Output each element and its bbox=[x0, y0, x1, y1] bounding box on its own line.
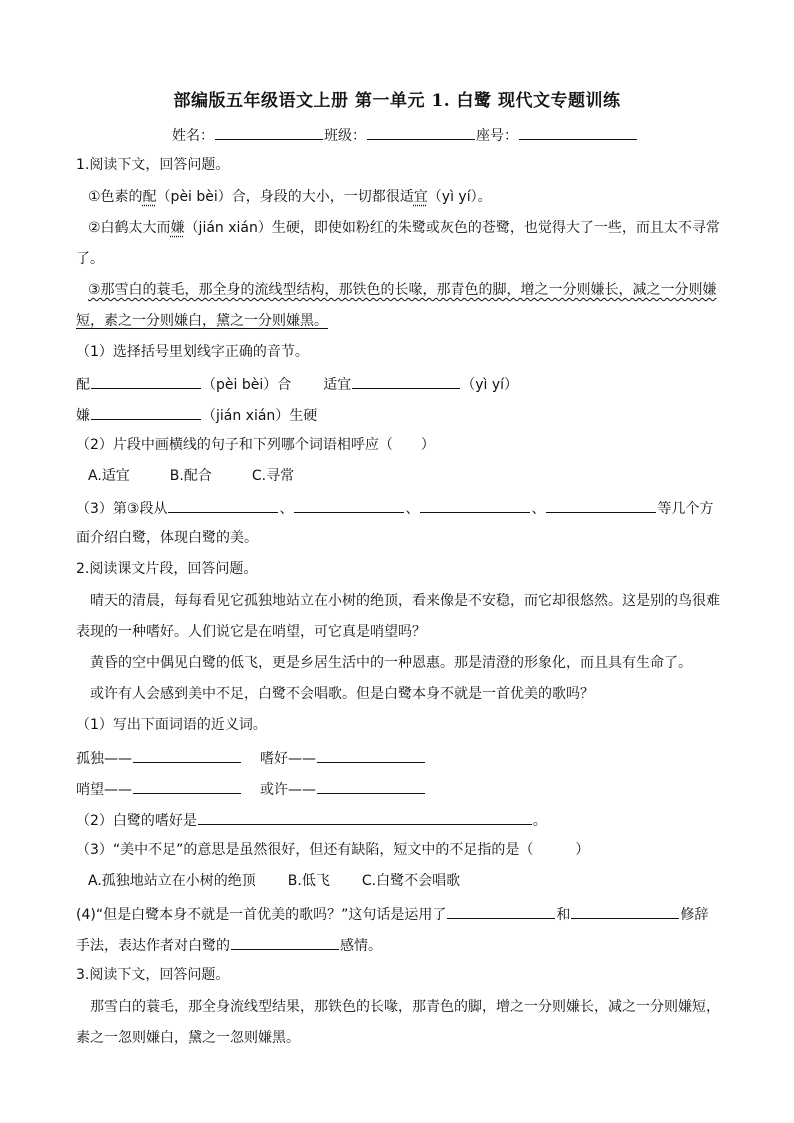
q2-sub4-tail: 修辞 bbox=[680, 907, 709, 923]
q2-sub4-blank-1[interactable] bbox=[447, 903, 555, 919]
q2-sub3-option-b[interactable]: B.低飞 bbox=[287, 873, 330, 889]
q2-word-2: 嗜好—— bbox=[260, 751, 316, 767]
q1-p1-marked-char-2: 宜 bbox=[413, 189, 428, 205]
student-info-row bbox=[172, 124, 638, 146]
seat-blank[interactable] bbox=[519, 124, 637, 140]
q1-sub1-row1 bbox=[76, 373, 518, 395]
q1-sub3-sep-1: 、 bbox=[279, 501, 294, 517]
q1-sub1-shiyi-options: （yì yí） bbox=[461, 377, 519, 393]
q1-paragraph-2 bbox=[88, 218, 720, 238]
q3-paragraph-1: 那雪白的蓑毛，那全身流线型结果，那铁色的长喙，那青色的脚，增之一分则嫌长，减之一分则嫌短， bbox=[90, 999, 720, 1015]
q1-paragraph-1 bbox=[88, 187, 492, 207]
q2-sub1-row2 bbox=[76, 778, 426, 800]
q2-sub1-row1 bbox=[76, 747, 426, 769]
q1-sub1-pei-options: （pèi bèi）合 bbox=[202, 377, 292, 393]
q2-sub2-stem: （2）白鹭的嗜好是 bbox=[76, 813, 197, 829]
q1-sub1-xian-options: （jián xián）生硬 bbox=[202, 408, 318, 424]
q1-sub1-row2 bbox=[76, 404, 317, 426]
q1-sub3-blank-1[interactable] bbox=[168, 497, 278, 513]
q2-sub3-option-a[interactable]: A.孤独地站立在小树的绝顶 bbox=[88, 873, 256, 889]
q1-p3-underlined-text: ③那雪白的蓑毛，那全身的流线型结构，那铁色的长喙，那青色的脚，增之一分则嫌长，减之一分则嫌 bbox=[88, 282, 717, 298]
q1-sub3-blank-3[interactable] bbox=[420, 497, 530, 513]
q1-paragraph-2-cont: 了。 bbox=[76, 251, 104, 267]
q1-heading: 1.阅读下文，回答问题。 bbox=[76, 157, 230, 173]
name-blank[interactable] bbox=[215, 124, 323, 140]
q1-sub3-row1 bbox=[76, 497, 713, 519]
q2-sub4-row2 bbox=[76, 934, 382, 956]
q1-paragraph-3-cont bbox=[76, 311, 328, 331]
q1-sub3-blank-4[interactable] bbox=[546, 497, 656, 513]
q1-sub2-options bbox=[88, 466, 294, 486]
q1-sub2-option-b[interactable]: B.配合 bbox=[169, 468, 212, 484]
q1-p2-marked-char: 嫌 bbox=[170, 220, 185, 236]
q1-sub1-pei: 配 bbox=[76, 377, 90, 393]
q2-paragraph-2: 黄昏的空中偶见白鹭的低飞，更是乡居生活中的一种恩惠。那是清澄的形象化，而且具有生命了。 bbox=[90, 655, 692, 671]
q2-sub3-options bbox=[88, 871, 460, 891]
q1-sub2-stem: （2）片段中画横线的句子和下列哪个词语相呼应（ ） bbox=[76, 437, 435, 453]
q1-sub1-pei-blank[interactable] bbox=[91, 373, 201, 389]
q2-paragraph-1-cont: 表现的一种嗜好。人们说它是在哨望，可它真是哨望吗？ bbox=[76, 624, 426, 640]
q1-paragraph-3 bbox=[88, 280, 717, 300]
q1-sub1-xian: 嫌 bbox=[76, 408, 90, 424]
q1-p2-text: ②白鹤太大而 bbox=[88, 220, 171, 236]
q2-word-3-blank[interactable] bbox=[133, 778, 241, 794]
q3-paragraph-1-cont: 素之一忽则嫌白，黛之一忽则嫌黑。 bbox=[76, 1030, 300, 1046]
q2-word-4-blank[interactable] bbox=[317, 778, 425, 794]
q1-p2-text-2: （jián xián）生硬，即使如粉红的朱鹭或灰色的苍鹭，也觉得大了一些，而且太不寻常 bbox=[184, 220, 720, 236]
q1-p1-text-3: （yì yí）。 bbox=[427, 189, 492, 205]
q2-sub3-stem: （3）“美中不足”的意思是虽然很好，但还有缺陷，短文中的不足指的是（ ） bbox=[76, 842, 590, 858]
q1-sub1-stem: （1）选择括号里划线字正确的音节。 bbox=[76, 344, 309, 360]
q1-sub3-sep-2: 、 bbox=[405, 501, 420, 517]
q1-sub2-option-a[interactable]: A.适宜 bbox=[88, 468, 130, 484]
q2-word-4: 或许—— bbox=[260, 782, 316, 798]
class-blank[interactable] bbox=[367, 124, 475, 140]
q2-word-1-blank[interactable] bbox=[133, 747, 241, 763]
q2-sub3-option-c[interactable]: C.白鹭不会唱歌 bbox=[361, 873, 461, 889]
q2-word-2-blank[interactable] bbox=[317, 747, 425, 763]
class-label: 班级： bbox=[324, 128, 366, 144]
q2-sub2 bbox=[76, 809, 547, 831]
q1-p3-underlined-text-2: 短，素之一分则嫌白，黛之一分则嫌黑。 bbox=[76, 313, 328, 329]
q1-sub3-row2: 面介绍白鹭，体现白鹭的美。 bbox=[76, 530, 258, 546]
q1-sub1-xian-blank[interactable] bbox=[91, 404, 201, 420]
q2-heading: 2.阅读课文片段，回答问题。 bbox=[76, 561, 258, 577]
q2-sub1-stem: （1）写出下面词语的近义词。 bbox=[76, 717, 267, 733]
q2-paragraph-3: 或许有人会感到美中不足，白鹭不会唱歌。但是白鹭本身不就是一首优美的歌吗？ bbox=[90, 686, 594, 702]
q2-sub4-row1 bbox=[76, 903, 708, 925]
page-title: 部编版五年级语文上册 第一单元 1. 白鹭 现代文专题训练 bbox=[173, 91, 621, 111]
name-label: 姓名： bbox=[172, 128, 214, 144]
q2-sub4-text: (4)“但是白鹭本身不就是一首优美的歌吗？”这句话是运用了 bbox=[76, 907, 447, 923]
q1-sub3-text: （3）第③段从 bbox=[76, 501, 168, 517]
q1-p1-marked-char: 配 bbox=[142, 189, 157, 205]
q1-sub3-tail: 等几个方 bbox=[657, 501, 714, 517]
q2-sub2-end: 。 bbox=[532, 813, 547, 829]
q2-sub4-blank-3[interactable] bbox=[231, 934, 339, 950]
q2-sub4-text-3: 感情。 bbox=[340, 938, 382, 954]
seat-label: 座号： bbox=[476, 128, 518, 144]
q2-sub4-and: 和 bbox=[556, 907, 571, 923]
q3-heading: 3.阅读下文，回答问题。 bbox=[76, 967, 230, 983]
q1-p1-text: ①色素的 bbox=[88, 189, 143, 205]
q2-sub4-text-2: 手法，表达作者对白鹭的 bbox=[76, 938, 230, 954]
q2-sub4-blank-2[interactable] bbox=[571, 903, 679, 919]
q1-p1-text-2: （pèi bèi）合，身段的大小，一切都很适 bbox=[156, 189, 414, 205]
q2-sub2-blank[interactable] bbox=[198, 809, 532, 825]
q1-sub2-option-c[interactable]: C.寻常 bbox=[251, 468, 295, 484]
q2-word-3: 哨望—— bbox=[76, 782, 132, 798]
q2-paragraph-1: 晴天的清晨，每每看见它孤独地站立在小树的绝顶，看来像是不安稳，而它却很悠然。这是别的鸟很难 bbox=[90, 593, 720, 609]
q1-sub1-shiyi-blank[interactable] bbox=[352, 373, 460, 389]
q2-word-1: 孤独—— bbox=[76, 751, 132, 767]
q1-sub1-shiyi: 适宜 bbox=[323, 377, 352, 393]
q1-sub3-blank-2[interactable] bbox=[294, 497, 404, 513]
q1-sub3-sep-3: 、 bbox=[531, 501, 546, 517]
